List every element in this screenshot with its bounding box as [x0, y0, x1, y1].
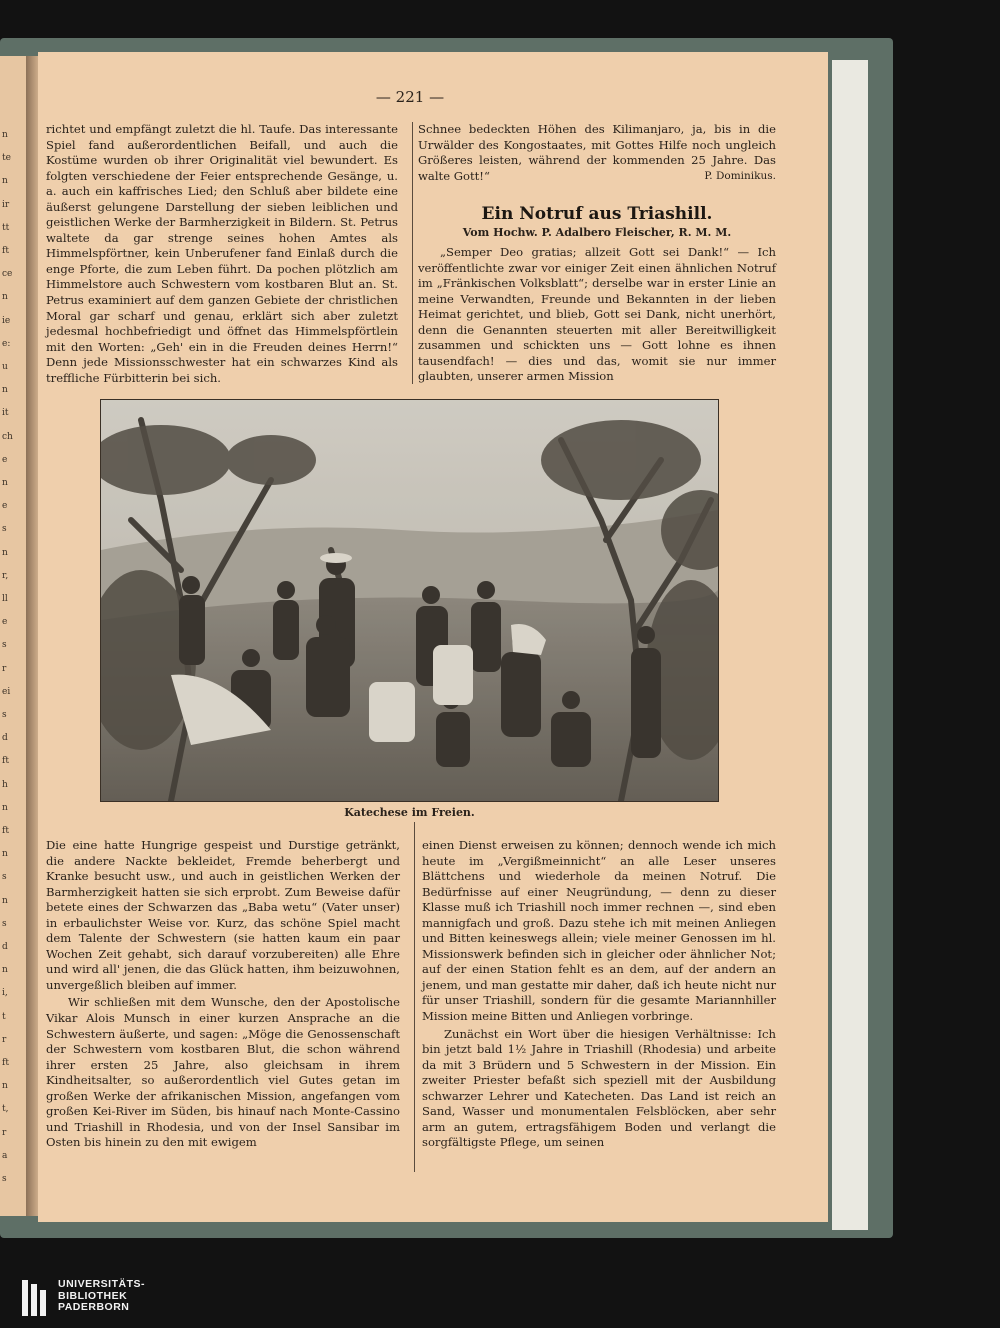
left-column-bottom [46, 838, 400, 1151]
right-column-top [418, 122, 776, 185]
article-heading: Ein Notruf aus Triashill. [481, 204, 713, 224]
left-page-text-fragment: e [2, 501, 8, 512]
left-column-top [46, 122, 398, 386]
left-page-text-fragment: n [2, 965, 8, 976]
left-page-text-fragment: n [2, 1081, 8, 1092]
left-page-text-fragment: e [2, 454, 8, 465]
left-page-text-fragment: d [2, 942, 8, 952]
left-page-text-fragment: ft [2, 756, 9, 767]
left-page-text-fragment: s [2, 872, 7, 883]
left-page-text-fragment: s [2, 1174, 7, 1184]
column-divider [412, 122, 413, 384]
left-page-text-fragment: a [2, 1150, 8, 1161]
left-page-text-fragment: n [2, 547, 8, 558]
left-page-text-fragment: n [2, 385, 8, 396]
left-page-text-fragment: ll [2, 594, 8, 604]
left-page-text-fragment: n [2, 292, 8, 303]
paragraph: Schnee bedeckten Höhen des Kilimanjaro, ja, bis in die Urwälder des Kongostaates, mit Gottes Hilfe noch ungleich Größeres leisten, während der kommenden 25 Jahre. Das walte Gott!“ [418, 122, 776, 183]
left-page-text-fragment: ft [2, 826, 9, 836]
left-page-text-fragment: t, [2, 1104, 9, 1115]
left-page-text-fragment: t [2, 1011, 6, 1022]
signature: P. Dominikus. [704, 170, 776, 183]
paragraph: „Semper Deo gratias; allzeit Gott sei Dank!“ — Ich veröffentlichte zwar vor einiger Zeit einen ähnlichen Notruf im „Fränkischen Volksblatt“; derselbe war in erster Linie an meine Verwandten, Freunde und Bekannten in der lieben Heimat gerichtet, und blieb, Gott sei Dank, nicht unerhört, denn die Genannten steuerten mit aller Bereitwilligkeit zusammen und schickten uns — Gott lohne es ihnen tausendfach! — dies und das, womit sie nur immer glaubten, unserer armen Mission [418, 245, 776, 384]
paragraph: Zunächst ein Wort über die hiesigen Verhältnisse: Ich bin jetzt bald 1½ Jahre in Triashill (Rhodesia) und arbeite da mit 3 Brüdern und 5 Schwestern in der Mission. Ein zweiter Priester befaßt sich speziell mit der Ausbildung schwarzer Lehrer und Katecheten. Das Land ist reich an Sand, Wasser und monumentalen Felsblöcken, aber sehr arm an gutem, ertragsfähigem Boden und verlangt die sorgfältigste Pflege, um seinen [422, 1026, 776, 1150]
left-page-text-fragment: s [2, 524, 7, 535]
library-name [58, 1279, 145, 1314]
article-byline: Vom Hochw. P. Adalbero Fleischer, R. M. M. [462, 226, 732, 239]
left-page-text-fragment: ir [2, 199, 10, 210]
left-page-text-fragment: ce [2, 269, 13, 280]
library-name-line: BIBLIOTHEK [58, 1289, 128, 1302]
left-page-text-fragment: r [2, 1034, 7, 1045]
left-page-text-fragment: n [2, 849, 8, 860]
photo-caption: Katechese im Freien. [344, 806, 475, 819]
paragraph: Wir schließen mit dem Wunsche, den der Apostolische Vikar Alois Munsch in einer kurzen Ansprache an die Schwestern äußerte, und sagen: „Möge die Genossenschaft der Schwestern vom kostbaren Blut, die schon während ihrer ersten 25 Jahre, also gleichsam in ihrem Kindheitsalter, so außerordentlich viel Gutes getan im großen Werke der afrikanischen Mission, angefangen vom großen Kei-River im Süden, bis hinauf nach Monte-Cassino und Triashill in Rhodesia, und von der Insel Sansibar im Osten bis hinein zu den mit ewigem [46, 995, 400, 1150]
right-column-bottom [422, 838, 776, 1151]
left-page-text-fragment: ft [2, 1058, 9, 1068]
paragraph: einen Dienst erweisen zu können; dennoch wende ich mich heute im „Vergißmeinnicht“ an alle Leser unseres Blättchens und wiederhole da meinen Notruf. Die Bedürfnisse auf einer Neugründung, — denn zu dieser Klasse muß ich Triashill noch immer rechnen —, sind eben mannigfach und groß. Dazu stehe ich mit meinen Anliegen und Bitten keineswegs allein; viele meiner Genossen im hl. Missionswerk befinden sich in gleicher oder ähnlicher Not; auf der einen Station fehlt es an dem, auf der andern an jenem, und man gestatte mir daher, daß ich heute nicht nur für unser Triashill, sondern für die gesamte Mariannhiller Mission meine Bitten und Anliegen vorbringe. [422, 838, 776, 1024]
left-page-text-fragment: d [2, 733, 8, 744]
paragraph: Die eine hatte Hungrige gespeist und Durstige getränkt, die andere Nackte bekleidet, Fremde beherbergt und Kranke besucht usw., und auch in geistlichen Werken der Barmherzigkeit hatten sie sich erprobt. Zum Beweise dafür betete eines der Schwarzen das „Baba wetu“ (Vater unser) in erbaulichster Weise vor. Kurz, das schöne Spiel macht dem Talente der Schwestern (sie hatten kaum ein paar Wochen Zeit gehabt, sich darauf vorzubereiten) alle Ehre und wird all' jenen, die das Glück hatten, ihm beizuwohnen, unvergeßlich bleiben auf immer. [46, 838, 400, 992]
left-page-text-fragment: ch [2, 431, 13, 442]
photograph [100, 399, 719, 802]
page-edges [832, 60, 868, 1230]
left-page-text-fragment: ie [2, 315, 11, 326]
library-name-line: UNIVERSITÄTS- [58, 1278, 146, 1290]
left-page-text-fragment: s [2, 918, 7, 929]
left-page-text-fragment: e: [2, 338, 11, 349]
library-name-line: PADERBORN [58, 1301, 130, 1313]
left-page-text-fragment: r [2, 1127, 7, 1138]
left-page-text-fragment: te [2, 153, 11, 164]
left-page-text-fragment: e [2, 617, 8, 628]
column-divider [414, 822, 415, 1172]
right-column-body [418, 245, 776, 385]
left-page-text-fragment: s [2, 640, 7, 651]
left-page-text-fragment: s [2, 710, 7, 720]
left-page-text-fragment: r [2, 663, 7, 674]
left-page-text-fragment: r, [2, 570, 9, 581]
left-page-text-fragment: u [2, 362, 8, 372]
library-logo-icon [22, 1280, 50, 1316]
left-page-text-fragment: it [2, 408, 9, 419]
left-page-text-fragment: n [2, 895, 8, 906]
left-page-text-fragment: ft [2, 246, 9, 256]
paragraph: richtet und empfängt zuletzt die hl. Taufe. Das interessante Spiel fand außerordentlichen Beifall, und auch die Kostüme wurden ob ihrer Originalität viel bewundert. Es folgten verschiedene der Feier entsprechende Gesänge, u. a. auch ein kaffrisches Lied; den Schluß aber bildete eine äußerst gelungene Darstellung der sieben leiblichen und geistlichen Werke der Barmherzigkeit in Bildern. St. Petrus waltete da gar strenge seines hohen Amtes als Himmelspförtner, kein Unberufener fand Einlaß durch die enge Pforte, die zum Leben führt. Da pochen plötzlich am Himmelstore auch Schwestern vom kostbaren Blut an. St. Petrus examiniert auf dem ganzen Gebiete der christlichen Moral gar scharf und genau, erklärt sich aber zuletzt jedesmal hochbefriedigt und öffnet das Himmelspförtlein mit den Worten: „Geh' ein in die Freuden deines Herrn!“ Denn jede Missionsschwester hat ein schwarzes Kind als treffliche Fürbitterin bei sich. [46, 122, 398, 385]
page-number: — 221 — [375, 88, 445, 106]
left-page-text-fragment: n [2, 478, 8, 488]
left-page-text-fragment: h [2, 779, 8, 790]
left-page-text-fragment: ei [2, 686, 11, 697]
left-page-text-fragment: n [2, 130, 8, 140]
left-page-text-fragment: n [2, 176, 8, 187]
left-page-text-fragment: i, [2, 988, 8, 999]
left-page-text-fragment: tt [2, 222, 10, 233]
left-page-text-fragment: n [2, 802, 8, 813]
